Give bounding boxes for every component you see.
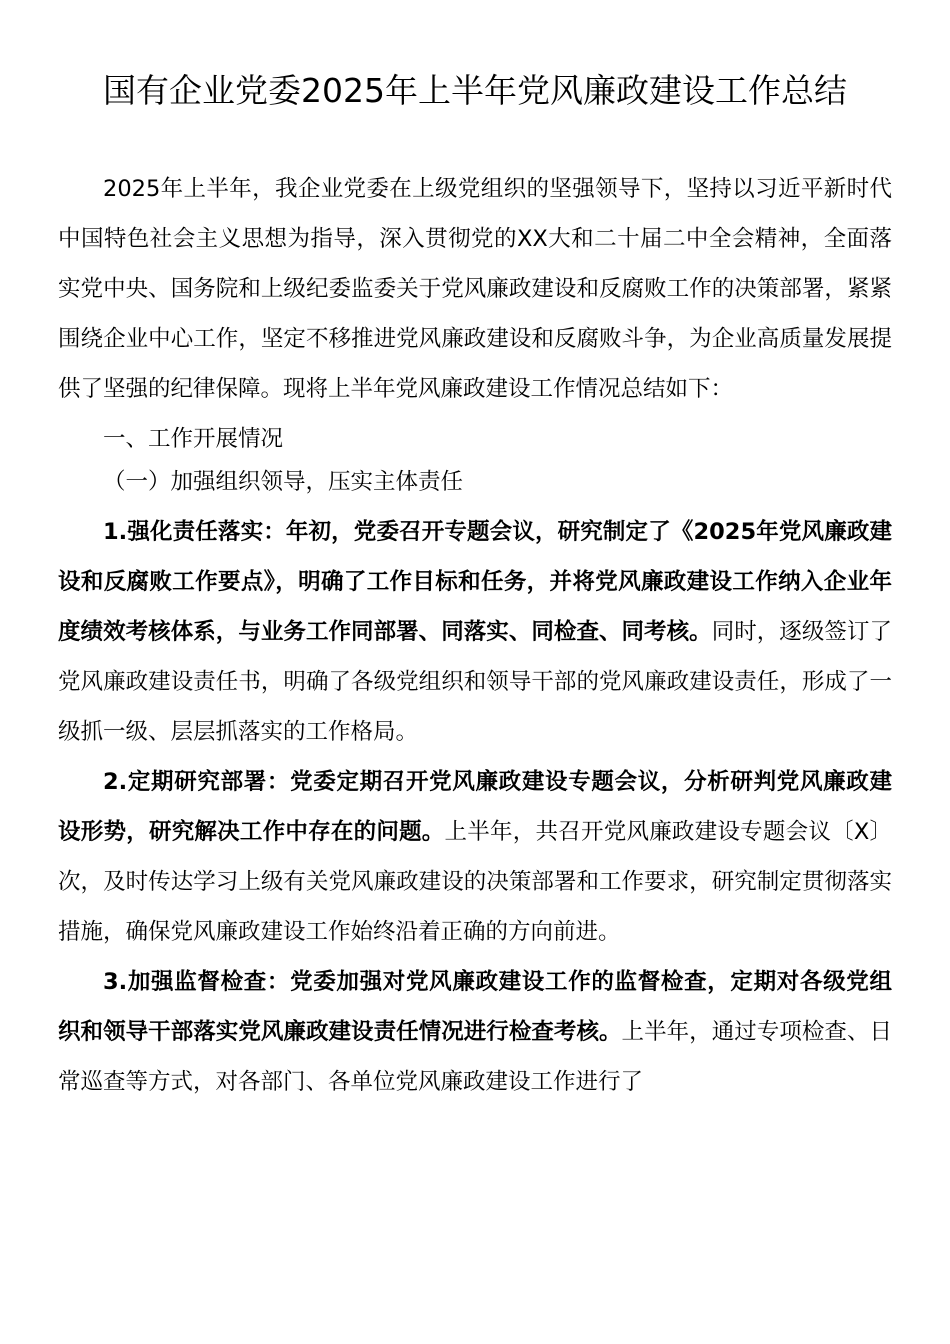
item-1-bold-text: 1.强化责任落实：年初，党委召开专题会议，研究制定了《2025年党风廉政建设和反腐败工作要点》，明确了工作目标和任务，并将党风廉政建设工作纳入企业年度绩效考核体系，与业务工作同部署、同落实、同检查、同考核。: [58, 519, 892, 645]
section-heading: 一、工作开展情况: [103, 426, 284, 452]
subsection-heading: （一）加强组织领导，压实主体责任: [103, 469, 464, 495]
item-paragraph-3: [58, 957, 892, 1107]
item-paragraph-1: [58, 507, 892, 757]
item-2-text: 上半年，共召开党风廉政建设专题会议〔X〕次，及时传达学习上级有关党风廉政建设的决策部署和工作要求，研究制定贯彻落实措施，确保党风廉政建设工作始终沿着正确的方向前进。: [58, 819, 892, 945]
item-3-text: 上半年，通过专项检查、日常巡查等方式，对各部门、各单位党风廉政建设工作进行了: [58, 1019, 892, 1095]
item-paragraph-2: [58, 757, 892, 957]
document-body: [58, 164, 892, 1107]
item-2-bold-text: 2.定期研究部署：党委定期召开党风廉政建设专题会议，分析研判党风廉政建设形势，研究解决工作中存在的问题。: [58, 769, 892, 845]
item-3-bold-text: 3.加强监督检查：党委加强对党风廉政建设工作的监督检查，定期对各级党组织和领导干部落实党风廉政建设责任情况进行检查考核。: [58, 969, 892, 1045]
intro-paragraph: 2025年上半年，我企业党委在上级党组织的坚强领导下，坚持以习近平新时代中国特色社会主义思想为指导，深入贯彻党的XX大和二十届二中全会精神，全面落实党中央、国务院和上级纪委监委关于党风廉政建设和反腐败工作的决策部署，紧紧围绕企业中心工作，坚定不移推进党风廉政建设和反腐败斗争，为企业高质量发展提供了坚强的纪律保障。现将上半年党风廉政建设工作情况总结如下：: [58, 176, 892, 402]
item-1-text: 同时，逐级签订了党风廉政建设责任书，明确了各级党组织和领导干部的党风廉政建设责任，形成了一级抓一级、层层抓落实的工作格局。: [58, 619, 892, 745]
document-title: 国有企业党委2025年上半年党风廉政建设工作总结: [103, 71, 847, 110]
